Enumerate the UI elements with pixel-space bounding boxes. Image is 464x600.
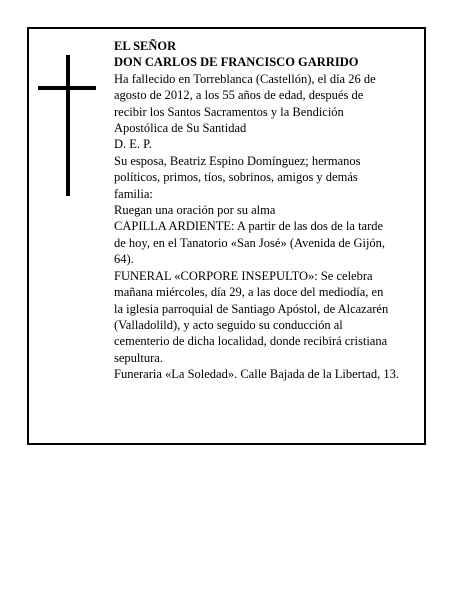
death-announcement-line: recibir los Santos Sacramentos y la Bendición [114,104,344,119]
funeral-line: sepultura. [114,350,163,365]
family-line: políticos, primos, tíos, sobrinos, amigos y demás [114,170,358,185]
funeral-line: FUNERAL «CORPORE INSEPULTO»: Se celebra [114,268,373,283]
death-announcement-line: agosto de 2012, a los 55 años de edad, después de [114,88,364,103]
funeral-line: cementerio de dicha localidad, donde recibirá cristiana [114,334,388,349]
prayer-request: Ruegan una oración por su alma [114,203,276,218]
cross-vertical-bar [66,55,70,196]
funeral-line: la iglesia parroquial de Santiago Apóstol, de Alcazarén [114,301,389,316]
death-announcement-line: Apostólica de Su Santidad [114,121,247,136]
notice-title: EL SEÑOR [114,39,177,53]
chapel-line: CAPILLA ARDIENTE: A partir de las dos de la tarde [114,219,384,234]
deceased-name: DON CARLOS DE FRANCISCO GARRIDO [114,55,359,70]
funeral-line: (Valladolild), y acto seguido su conducción al [114,317,343,332]
funeral-line: mañana miércoles, día 29, a las doce del mediodía, en [114,285,384,300]
cross-horizontal-bar [38,86,96,90]
funeral-home: Funeraria «La Soledad». Calle Bajada de la Libertad, 13. [114,367,399,382]
family-line: Su esposa, Beatriz Espino Domínguez; hermanos [114,153,361,168]
notice-text [114,38,428,383]
family-line: familia: [114,186,153,201]
chapel-line: de hoy, en el Tanatorio «San José» (Avenida de Gijón, [114,235,386,250]
chapel-line: 64). [114,252,134,267]
death-announcement-line: Ha fallecido en Torreblanca (Castellón), el día 26 de [114,71,376,86]
rip-text: D. E. P. [114,137,152,152]
